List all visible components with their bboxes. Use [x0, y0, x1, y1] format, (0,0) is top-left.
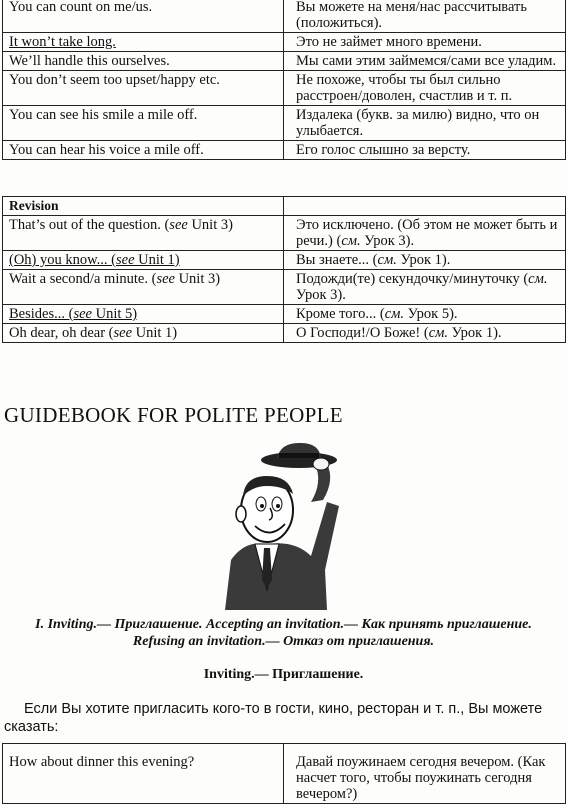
man-tipping-hat-illustration	[215, 440, 365, 610]
ref-open: (	[519, 271, 529, 287]
table-row	[3, 251, 566, 270]
lesson-reference: Урок 3).	[296, 287, 346, 303]
russian-translation	[284, 305, 566, 324]
phrase-text: Wait a second/a minute.	[9, 271, 148, 287]
phrase-text: Oh dear, oh dear	[9, 325, 106, 341]
russian-translation: Издалека (букв. за милю) видно, что он улыбается.	[284, 106, 566, 141]
english-phrase: You don’t seem too upset/happy etc.	[3, 71, 284, 106]
russian-translation: Не похоже, чтобы ты был сильно расстроен/доволен, счастлив и т. п.	[284, 71, 566, 106]
revision-table	[2, 196, 566, 343]
lesson-reference: Урок 1).	[448, 325, 502, 341]
ref-open: (	[105, 325, 114, 341]
english-phrase: How about dinner this evening?	[3, 744, 284, 804]
phrase-text: Besides...	[9, 306, 65, 322]
table-row	[3, 197, 566, 216]
unit-reference: Unit 1)	[132, 325, 178, 341]
ref-see: см.	[377, 252, 397, 268]
section-title	[0, 616, 567, 650]
ref-open: (	[147, 271, 157, 287]
ref-see: see	[73, 306, 92, 322]
lesson-reference: Урок 5).	[404, 306, 458, 322]
ref-open: (	[64, 306, 74, 322]
lesson-reference: Урок 3).	[360, 233, 415, 249]
inviting-table	[2, 743, 566, 804]
table-row	[3, 0, 566, 33]
lesson-reference: Урок 1).	[396, 252, 451, 268]
russian-translation	[284, 251, 566, 270]
english-phrase	[3, 216, 284, 251]
russian-translation	[284, 216, 566, 251]
russian-translation: Это не займет много времени.	[284, 33, 566, 52]
english-phrase	[3, 324, 284, 343]
inviting-subheading: Inviting.— Приглашение.	[203, 667, 364, 682]
phrases-table	[2, 0, 566, 160]
section-title-line-2: Refusing an invitation.— Отказ от приглашения.	[132, 634, 435, 649]
translation-text: Подожди(те) секундочку/минуточку	[296, 271, 520, 287]
ref-see: see	[113, 325, 133, 341]
section-title-line-1: I. Inviting.— Приглашение. Accepting an invitation.— Как принять приглашение.	[35, 617, 532, 632]
english-phrase-text: It won’t take long.	[9, 34, 116, 50]
ref-open: (	[376, 306, 385, 322]
translation-text: О Господи!/О Боже!	[296, 325, 421, 341]
ref-open: (	[332, 233, 342, 249]
ref-see: см.	[384, 306, 405, 322]
english-phrase	[3, 33, 284, 52]
phrase-text: (Oh) you know...	[9, 252, 108, 268]
revision-heading: Revision	[3, 197, 284, 216]
english-phrase: We’ll handle this ourselves.	[3, 52, 284, 71]
table-row	[3, 216, 566, 251]
ref-see: см.	[341, 233, 361, 249]
ref-open: (	[107, 252, 117, 268]
table-row	[3, 33, 566, 52]
intro-paragraph: Если Вы хотите пригласить кого-то в гости, кино, ресторан и т. п., Вы можете сказать:	[4, 701, 543, 735]
unit-reference: Unit 3)	[187, 217, 233, 233]
english-phrase	[3, 305, 284, 324]
russian-translation: Давай поужинаем сегодня вечером. (Как насчет того, чтобы поужинать сегодня вечером?)	[284, 744, 566, 804]
ref-see: см.	[428, 325, 449, 341]
table-row	[3, 71, 566, 106]
translation-text: Кроме того...	[296, 306, 377, 322]
translation-text: Вы знаете...	[296, 252, 370, 268]
english-phrase	[3, 251, 284, 270]
english-phrase: You can hear his voice a mile off.	[3, 141, 284, 160]
table-row	[3, 744, 566, 804]
table-row	[3, 141, 566, 160]
russian-translation	[284, 270, 566, 305]
translation-text: Это исключено. (Об этом не может быть и речи.)	[296, 217, 558, 249]
empty-cell	[284, 197, 566, 216]
table-row	[3, 270, 566, 305]
ref-see: см.	[528, 271, 548, 287]
ref-open: (	[160, 217, 170, 233]
english-phrase: You can count on me/us.	[3, 0, 284, 33]
ref-open: (	[369, 252, 378, 268]
ref-see: see	[156, 271, 175, 287]
guidebook-heading: GUIDEBOOK FOR POLITE PEOPLE	[4, 403, 343, 427]
table-row	[3, 106, 566, 141]
english-phrase	[3, 270, 284, 305]
ref-see: see	[116, 252, 135, 268]
table-row	[3, 324, 566, 343]
russian-translation: Вы можете на меня/нас рассчитывать (положиться).	[284, 0, 566, 33]
english-phrase: You can see his smile a mile off.	[3, 106, 284, 141]
ref-see: see	[169, 217, 188, 233]
unit-reference: Unit 5)	[91, 306, 138, 322]
ref-open: (	[420, 325, 429, 341]
russian-translation: Мы сами этим займемся/сами все уладим.	[284, 52, 566, 71]
table-row	[3, 305, 566, 324]
unit-reference: Unit 1)	[134, 252, 180, 268]
russian-translation: Его голос слышно за версту.	[284, 141, 566, 160]
phrase-text: That’s out of the question.	[9, 217, 161, 233]
unit-reference: Unit 3)	[174, 271, 221, 287]
table-row	[3, 52, 566, 71]
russian-translation	[284, 324, 566, 343]
